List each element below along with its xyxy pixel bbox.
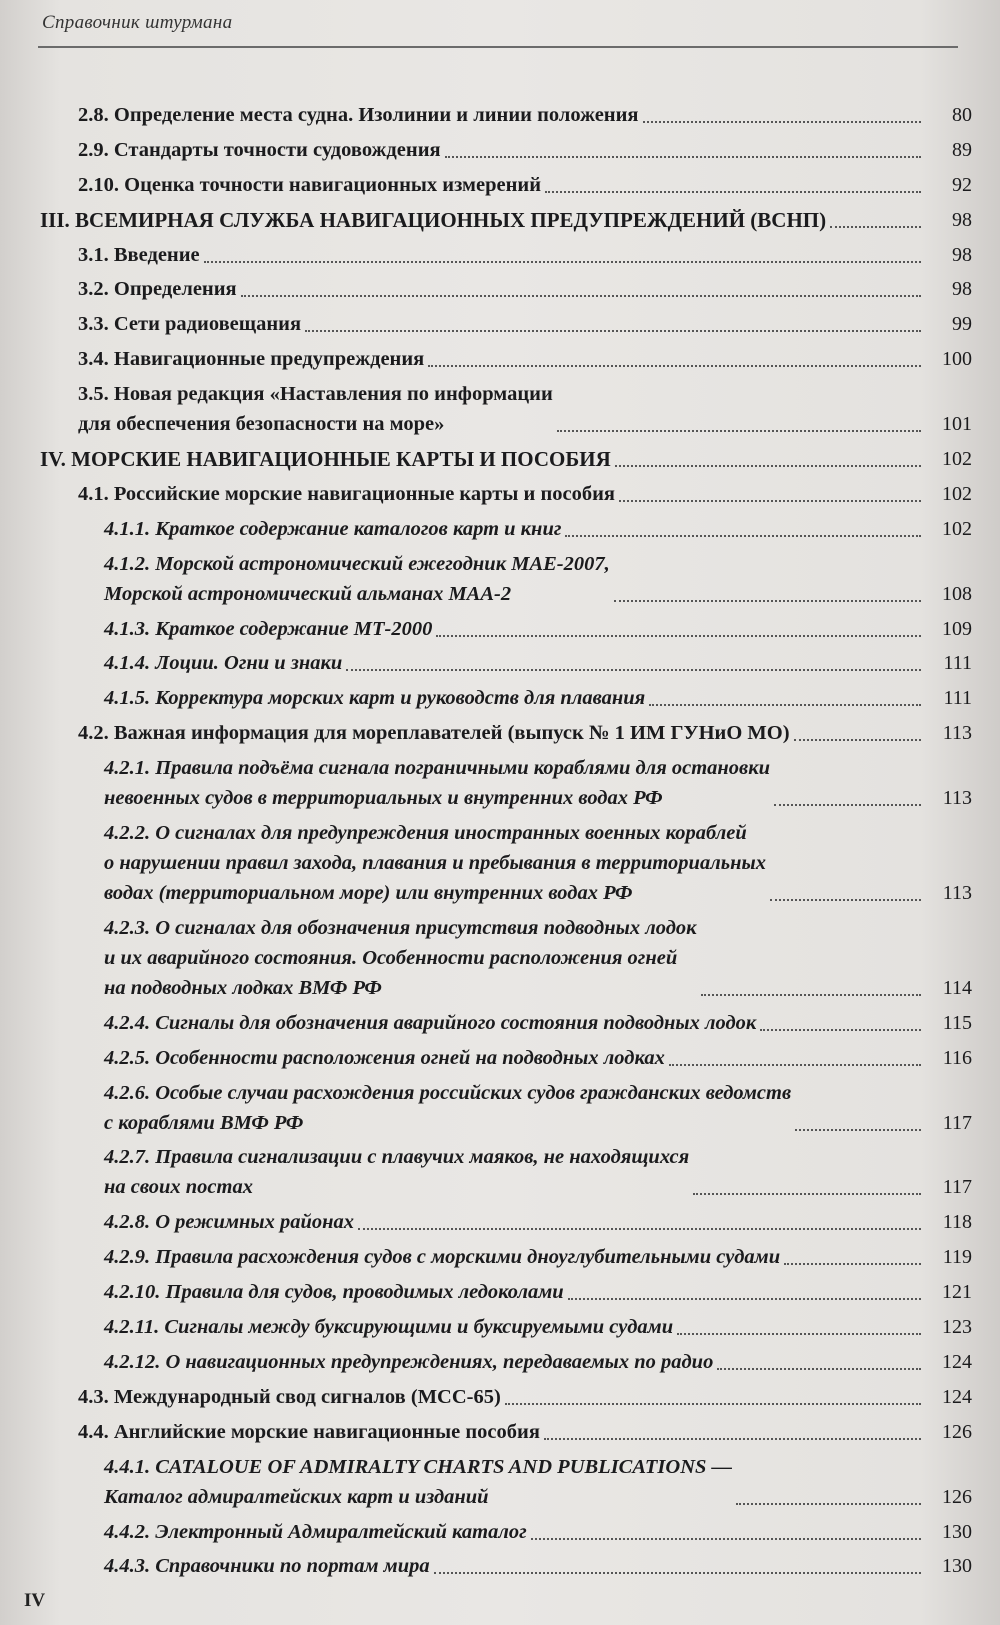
toc-entry: [0, 1242, 1000, 1272]
toc-entry-title: 4.3. Международный свод сигналов (МСС-65): [78, 1385, 501, 1408]
toc-entry: [0, 205, 1000, 235]
toc-entry: [0, 683, 1000, 713]
toc-entry-title: 4.2.6. Особые случаи расхождения российских судов гражданских ведомств с кораблями ВМФ РФ: [104, 1081, 792, 1134]
toc-entry-title: IV. МОРСКИЕ НАВИГАЦИОННЫЕ КАРТЫ И ПОСОБИЯ: [40, 447, 611, 472]
toc-entry-title: 4.2.10. Правила для судов, проводимых ледоколами: [104, 1281, 564, 1304]
toc-entry: [0, 1078, 1000, 1138]
toc-entry-title: 3.2. Определения: [78, 278, 237, 301]
toc-entry: [0, 135, 1000, 165]
header-rule: [38, 46, 958, 48]
toc-page-number: 102: [942, 482, 972, 505]
toc-page-number: 124: [942, 1385, 972, 1408]
toc-entry: [0, 1517, 1000, 1547]
toc-entry: [0, 274, 1000, 304]
toc-page-number: 109: [942, 617, 972, 640]
dot-leader: [505, 1403, 921, 1405]
toc-entry-title: 3.4. Навигационные предупреждения: [78, 348, 425, 371]
dot-leader: [544, 1438, 921, 1440]
dot-leader: [204, 261, 921, 263]
running-header: Справочник штурмана: [42, 12, 233, 33]
toc-entry: [0, 309, 1000, 339]
dot-leader: [531, 1538, 921, 1540]
page-number: IV: [24, 1590, 46, 1611]
dot-leader: [643, 121, 921, 123]
toc-page-number: 113: [942, 787, 972, 810]
toc-entry-title: 4.2.7. Правила сигнализации с плавучих маяков, не находящихся на своих постах: [104, 1146, 690, 1199]
toc-entry: [0, 818, 1000, 908]
toc-entry: [0, 614, 1000, 644]
toc-entry-title: 4.2. Важная информация для мореплавателей (выпуск № 1 ИМ ГУНиО МО): [78, 722, 790, 745]
toc-entry: [0, 1277, 1000, 1307]
toc-entry-title: 4.2.12. О навигационных предупреждениях, передаваемых по радио: [104, 1350, 714, 1373]
toc-entry: [0, 1142, 1000, 1202]
toc-entry: [0, 514, 1000, 544]
toc-page-number: 101: [942, 413, 972, 436]
toc-page-number: 98: [952, 278, 972, 301]
toc-page-number: 102: [942, 448, 972, 471]
dot-leader: [614, 600, 921, 602]
toc-entry: [0, 648, 1000, 678]
toc-entry-title: 4.4. Английские морские навигационные пособия: [78, 1420, 540, 1443]
dot-leader: [445, 156, 921, 158]
toc-page-number: 98: [952, 243, 972, 266]
dot-leader: [649, 704, 921, 706]
toc-page-number: 89: [952, 138, 972, 161]
dot-leader: [677, 1333, 921, 1335]
dot-leader: [794, 739, 921, 741]
toc-page-number: 80: [952, 104, 972, 126]
toc-page-number: 99: [952, 313, 972, 336]
dot-leader: [693, 1193, 921, 1195]
toc-page-number: 119: [942, 1246, 972, 1269]
dot-leader: [358, 1228, 921, 1230]
toc-page-number: 126: [942, 1420, 972, 1443]
dot-leader: [669, 1064, 921, 1066]
table-of-contents: [0, 100, 1000, 1586]
dot-leader: [619, 500, 921, 502]
dot-leader: [770, 899, 921, 901]
toc-page-number: 111: [943, 687, 972, 710]
toc-entry: [0, 753, 1000, 813]
toc-entry-title: 4.2.2. О сигналах для предупреждения иностранных военных кораблей о нарушении правил захода, плавания и пребывания в территориальных водах (территориальном море) или внутренних водах РФ: [104, 822, 766, 905]
dot-leader: [736, 1503, 921, 1505]
toc-entry-title: 4.1.5. Корректура морских карт и руководств для плавания: [104, 687, 646, 710]
dot-leader: [830, 226, 921, 228]
toc-entry: [0, 1452, 1000, 1512]
toc-entry: [0, 379, 1000, 439]
toc-page-number: 108: [942, 582, 972, 605]
toc-entry-title: 4.2.1. Правила подъёма сигнала пограничными кораблями для остановки невоенных судов в территориальных и внутренних водах РФ: [104, 757, 771, 810]
dot-leader: [428, 365, 921, 367]
toc-entry-title: 3.1. Введение: [78, 243, 200, 266]
toc-entry: [0, 1312, 1000, 1342]
toc-page-number: 130: [942, 1555, 972, 1578]
toc-entry-title: 2.10. Оценка точности навигационных измерений: [78, 173, 542, 196]
toc-entry: [0, 344, 1000, 374]
toc-entry-title: 4.1.3. Краткое содержание МТ-2000: [104, 617, 433, 640]
toc-page-number: 126: [942, 1485, 972, 1508]
toc-entry-title: 4.2.11. Сигналы между буксирующими и буксируемыми судами: [104, 1316, 674, 1339]
toc-entry: [0, 1043, 1000, 1073]
toc-entry-title: 2.9. Стандарты точности судовождения: [78, 138, 441, 161]
dot-leader: [760, 1029, 921, 1031]
dot-leader: [346, 669, 921, 671]
toc-entry-title: 4.1.2. Морской астрономический ежегодник МАЕ-2007, Морской астрономический альманах МАА-2: [104, 552, 610, 605]
toc-page-number: 114: [942, 976, 972, 999]
toc-page-number: 115: [942, 1011, 972, 1034]
toc-entry-title: 3.3. Сети радиовещания: [78, 313, 302, 336]
dot-leader: [557, 430, 921, 432]
dot-leader: [434, 1572, 921, 1574]
toc-entry-title: III. ВСЕМИРНАЯ СЛУЖБА НАВИГАЦИОННЫХ ПРЕДУПРЕЖДЕНИЙ (ВСНП): [40, 207, 827, 232]
toc-page-number: 124: [942, 1350, 972, 1373]
toc-entry-title: 2.8. Определение места судна. Изолинии и линии положения: [78, 104, 639, 126]
dot-leader: [717, 1368, 921, 1370]
toc-entry-title: 4.2.4. Сигналы для обозначения аварийного состояния подводных лодок: [104, 1011, 757, 1034]
toc-entry: [0, 100, 1000, 130]
toc-entry: [0, 1417, 1000, 1447]
toc-page-number: 111: [943, 652, 972, 675]
dot-leader: [701, 994, 922, 996]
toc-entry: [0, 170, 1000, 200]
toc-entry-title: 4.1. Российские морские навигационные карты и пособия: [78, 482, 616, 505]
toc-entry-title: 4.2.9. Правила расхождения судов с морскими дноуглубительными судами: [104, 1246, 781, 1269]
dot-leader: [784, 1263, 921, 1265]
toc-page-number: 98: [952, 208, 972, 231]
dot-leader: [436, 635, 921, 637]
toc-page-number: 117: [942, 1111, 972, 1134]
toc-entry: [0, 1382, 1000, 1412]
toc-entry: [0, 1347, 1000, 1377]
dot-leader: [565, 535, 921, 537]
dot-leader: [774, 804, 921, 806]
toc-entry-title: 4.4.2. Электронный Адмиралтейский каталог: [104, 1520, 527, 1543]
toc-page-number: 121: [942, 1281, 972, 1304]
toc-entry: [0, 913, 1000, 1003]
toc-entry: [0, 444, 1000, 474]
toc-entry: [0, 240, 1000, 270]
dot-leader: [241, 295, 921, 297]
toc-entry-title: 4.1.1. Краткое содержание каталогов карт и книг: [104, 517, 562, 540]
toc-page-number: 102: [942, 517, 972, 540]
toc-entry: [0, 718, 1000, 748]
toc-page-number: 123: [942, 1316, 972, 1339]
toc-entry-title: 3.5. Новая редакция «Наставления по информации для обеспечения безопасности на море»: [78, 383, 553, 436]
toc-page-number: 113: [942, 882, 972, 905]
toc-entry: [0, 1207, 1000, 1237]
toc-entry: [0, 1008, 1000, 1038]
toc-entry: [0, 549, 1000, 609]
dot-leader: [545, 191, 921, 193]
dot-leader: [305, 330, 921, 332]
toc-page-number: 130: [942, 1520, 972, 1543]
toc-page-number: 113: [942, 722, 972, 745]
toc-entry-title: 4.4.3. Справочники по портам мира: [104, 1555, 430, 1578]
toc-entry-title: 4.4.1. CATALOUE OF ADMIRALTY CHARTS AND PUBLICATIONS — Каталог адмиралтейских карт и изданий: [104, 1455, 733, 1508]
toc-page-number: 117: [942, 1176, 972, 1199]
toc-page-number: 100: [942, 348, 972, 371]
toc-page-number: 118: [942, 1211, 972, 1234]
dot-leader: [568, 1298, 921, 1300]
toc-entry-title: 4.2.5. Особенности расположения огней на подводных лодках: [104, 1046, 665, 1069]
dot-leader: [615, 465, 921, 467]
toc-entry-title: 4.1.4. Лоции. Огни и знаки: [104, 652, 343, 675]
toc-page-number: 116: [942, 1046, 972, 1069]
toc-entry-title: 4.2.8. О режимных районах: [104, 1211, 354, 1234]
toc-page-number: 92: [952, 173, 972, 196]
toc-entry-title: 4.2.3. О сигналах для обозначения присутствия подводных лодок и их аварийного состояния. Особенности расположения огней на подводных лодках ВМФ РФ: [104, 916, 697, 999]
toc-entry: [0, 479, 1000, 509]
toc-entry: [0, 1551, 1000, 1581]
dot-leader: [795, 1129, 921, 1131]
